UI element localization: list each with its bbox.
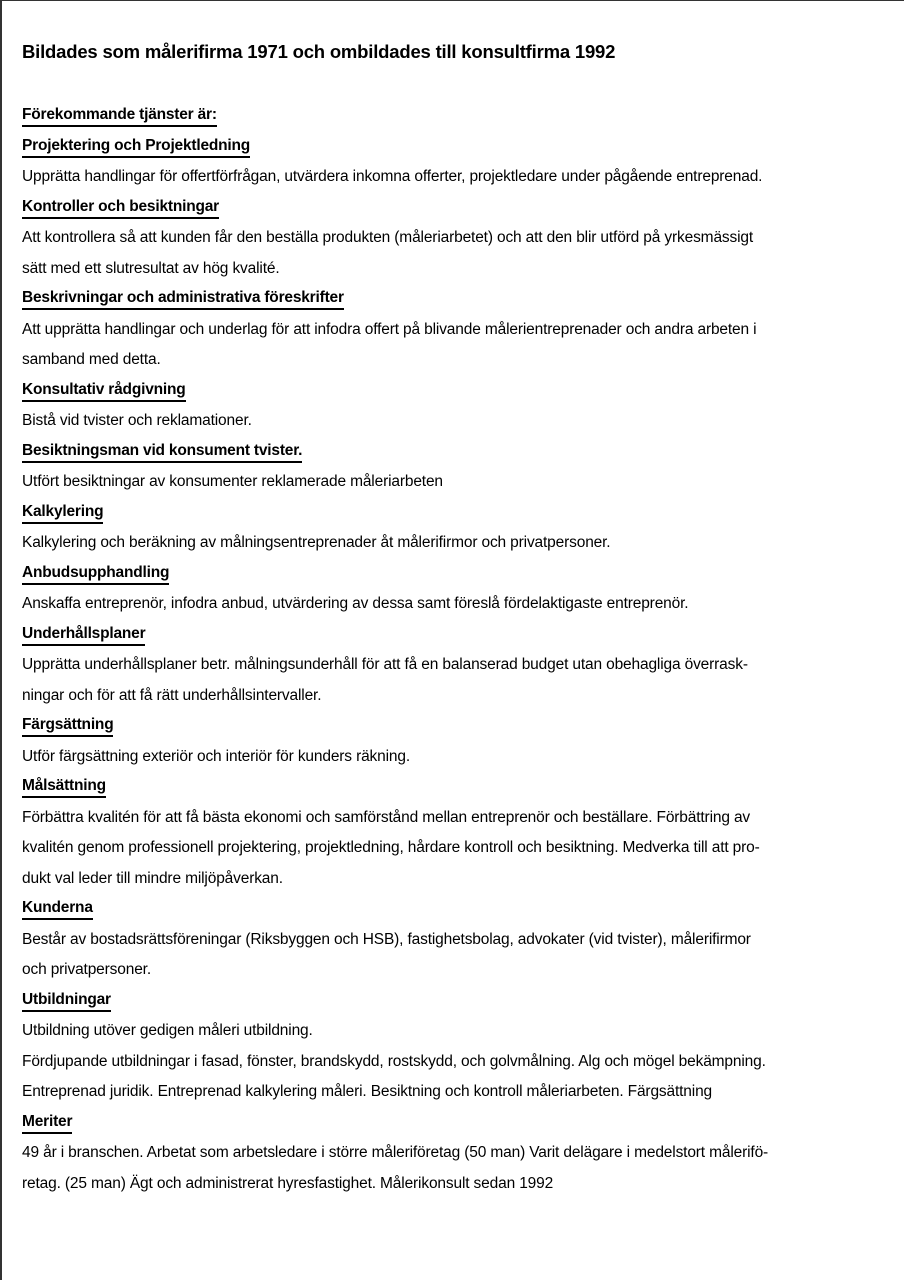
body-line: Utfört besiktningar av konsumenter reklamerade måleriarbeten xyxy=(22,473,443,490)
section-heading: Kunderna xyxy=(22,898,93,920)
body-line: samband med detta. xyxy=(22,351,161,368)
body-line: och privatpersoner. xyxy=(22,961,151,978)
section-body xyxy=(22,315,892,376)
body-line: Att upprätta handlingar och underlag för att infodra offert på blivande målerientreprenader och andra arbeten i xyxy=(22,320,757,338)
section-heading: Färgsättning xyxy=(22,715,113,737)
section-body xyxy=(22,1016,892,1108)
body-line: Utför färgsättning exteriör och interiör för kunders räkning. xyxy=(22,747,411,765)
section-heading: Besiktningsman vid konsument tvister. xyxy=(22,441,302,463)
section xyxy=(22,559,892,620)
section xyxy=(22,894,892,986)
section-heading-row xyxy=(22,620,892,651)
section-body xyxy=(22,162,892,193)
body-line: Anskaffa entreprenör, infodra anbud, utvärdering av dessa samt föreslå fördelaktigaste entreprenör. xyxy=(22,595,689,612)
section-heading: Konsultativ rådgivning xyxy=(22,380,186,402)
section-heading-row xyxy=(22,559,892,590)
section-heading-row xyxy=(22,894,892,925)
section-heading-row xyxy=(22,376,892,407)
body-line: Kalkylering och beräkning av målningsentreprenader åt målerifirmor och privatpersoner. xyxy=(22,534,611,551)
section-body xyxy=(22,223,892,284)
section xyxy=(22,772,892,894)
document-content xyxy=(22,101,892,1199)
section-heading-row xyxy=(22,193,892,224)
section-body xyxy=(22,742,892,773)
section-heading-row xyxy=(22,284,892,315)
intro-heading-row xyxy=(22,101,892,132)
body-line: 49 år i branschen. Arbetat som arbetsledare i större måleriföretag (50 man) Varit delägare i medelstort målerifö- xyxy=(22,1144,769,1161)
body-line: retag. (25 man) Ägt och administrerat hyresfastighet. Målerikonsult sedan 1992 xyxy=(22,1174,554,1192)
section xyxy=(22,620,892,712)
section-body xyxy=(22,925,892,986)
body-line: dukt val leder till mindre miljöpåverkan. xyxy=(22,869,283,887)
body-line: Består av bostadsrättsföreningar (Riksbyggen och HSB), fastighetsbolag, advokater (vid tvister), målerifirmor xyxy=(22,930,751,948)
section xyxy=(22,498,892,559)
section-heading-row xyxy=(22,498,892,529)
section-body xyxy=(22,406,892,437)
section-heading: Meriter xyxy=(22,1112,72,1134)
section-heading-row xyxy=(22,1108,892,1139)
body-line: Att kontrollera så att kunden får den beställa produkten (måleriarbetet) och att den blir utförd på yrkesmässigt xyxy=(22,229,754,246)
document-title: Bildades som målerifirma 1971 och ombildades till konsultfirma 1992 xyxy=(22,41,616,62)
section xyxy=(22,986,892,1108)
section-heading: Kontroller och besiktningar xyxy=(22,197,219,219)
section-heading: Målsättning xyxy=(22,776,106,798)
section-heading: Beskrivningar och administrativa föreskrifter xyxy=(22,288,344,310)
section xyxy=(22,193,892,285)
section-heading: Utbildningar xyxy=(22,990,111,1012)
section-body xyxy=(22,803,892,895)
section-body xyxy=(22,589,892,620)
body-line: sätt med ett slutresultat av hög kvalité. xyxy=(22,259,280,277)
section-heading-row xyxy=(22,711,892,742)
body-line: kvalitén genom professionell projektering, projektledning, hårdare kontroll och besiktning. Medverka till att pro- xyxy=(22,839,760,856)
section-body xyxy=(22,467,892,498)
section-heading-row xyxy=(22,132,892,163)
section xyxy=(22,711,892,772)
section-heading-row xyxy=(22,772,892,803)
body-line: Entreprenad juridik. Entreprenad kalkylering måleri. Besiktning och kontroll måleriarbeten. Färgsättning xyxy=(22,1083,713,1100)
body-line: Fördjupande utbildningar i fasad, fönster, brandskydd, rostskydd, och golvmålning. Alg och mögel bekämpning. xyxy=(22,1052,766,1070)
section-body xyxy=(22,528,892,559)
section xyxy=(22,437,892,498)
section-heading: Kalkylering xyxy=(22,502,103,524)
section-heading: Projektering och Projektledning xyxy=(22,136,250,158)
body-line: Utbildning utöver gedigen måleri utbildning. xyxy=(22,1022,313,1039)
section xyxy=(22,376,892,437)
body-line: ningar och för att få rätt underhållsintervaller. xyxy=(22,686,322,704)
section xyxy=(22,132,892,193)
section-body xyxy=(22,1138,892,1199)
body-line: Upprätta underhållsplaner betr. målningsunderhåll för att få en balanserad budget utan obehagliga överrask- xyxy=(22,656,748,673)
section-body xyxy=(22,650,892,711)
body-line: Upprätta handlingar för offertförfrågan, utvärdera inkomna offerter, projektledare under pågående entreprenad. xyxy=(22,168,763,185)
section-heading-row xyxy=(22,986,892,1017)
section xyxy=(22,284,892,376)
section xyxy=(22,1108,892,1200)
intro-heading: Förekommande tjänster är: xyxy=(22,105,217,127)
section-heading: Underhållsplaner xyxy=(22,624,145,646)
section-heading: Anbudsupphandling xyxy=(22,563,169,585)
body-line: Förbättra kvalitén för att få bästa ekonomi och samförstånd mellan entreprenör och beställare. Förbättring av xyxy=(22,808,751,826)
section-heading-row xyxy=(22,437,892,468)
body-line: Bistå vid tvister och reklamationer. xyxy=(22,412,252,429)
